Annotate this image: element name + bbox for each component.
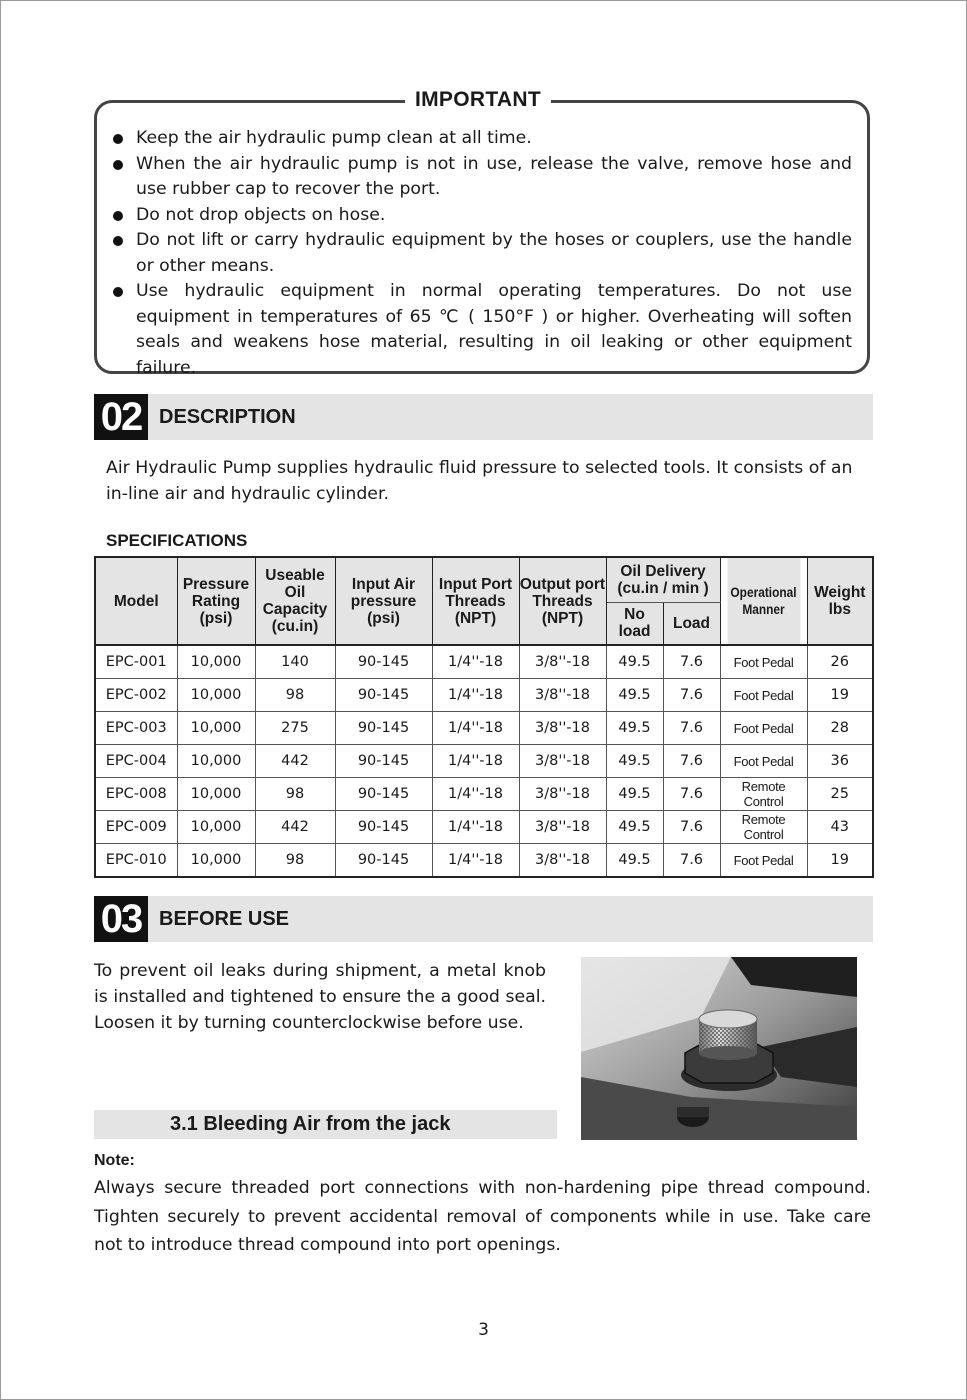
note-text: Always secure threaded port connections with non-hardening pipe thread compound. Tighten securely to prevent accidental removal of components while in use. Take care not to introduce thread compound into port openings. [94, 1178, 871, 1255]
table-cell: Foot Pedal [720, 745, 807, 778]
important-item: Use hydraulic equipment in normal operating temperatures. Do not use equipment in temperatures of 65 ℃ ( 150°F ) or higher. Overheating will soften seals and weakens hose material, resulting in oil leaking or other equipment failure. [110, 279, 852, 381]
table-cell: 1/4''-18 [432, 844, 519, 878]
before-use-header [94, 896, 873, 942]
table-cell: 90-145 [335, 645, 432, 679]
table-cell: 1/4''-18 [432, 745, 519, 778]
important-item: When the air hydraulic pump is not in use, release the valve, remove hose and use rubber cap to recover the port. [110, 152, 852, 203]
table-cell: 7.6 [663, 745, 720, 778]
table-cell: 10,000 [177, 645, 255, 679]
table-cell: 90-145 [335, 844, 432, 878]
header-input-port: Input Port Threads (NPT) [432, 557, 519, 645]
table-cell: 7.6 [663, 778, 720, 811]
table-cell: 7.6 [663, 712, 720, 745]
table-cell: 90-145 [335, 679, 432, 712]
table-row [95, 712, 873, 745]
header-operational-manner: Operational Manner [727, 557, 801, 645]
header-load: Load [663, 602, 720, 645]
table-cell: 3/8''-18 [519, 645, 606, 679]
table-cell: 442 [255, 811, 335, 844]
table-cell: 10,000 [177, 745, 255, 778]
table-cell: 90-145 [335, 712, 432, 745]
table-cell: 3/8''-18 [519, 811, 606, 844]
table-cell: 1/4''-18 [432, 679, 519, 712]
section-number: 03 [94, 896, 148, 942]
table-cell: 275 [255, 712, 335, 745]
page-number: 3 [478, 1320, 489, 1340]
table-cell: 90-145 [335, 811, 432, 844]
table-cell: 49.5 [606, 811, 663, 844]
table-cell: Remote Control [720, 778, 807, 811]
table-cell: 10,000 [177, 844, 255, 878]
table-cell: 19 [807, 679, 873, 712]
table-cell: 49.5 [606, 645, 663, 679]
table-cell: Remote Control [720, 811, 807, 844]
table-cell: 140 [255, 645, 335, 679]
note-label: Note: [94, 1152, 135, 1169]
header-input-air: Input Air pressure (psi) [335, 557, 432, 645]
table-cell: 10,000 [177, 811, 255, 844]
table-cell: 3/8''-18 [519, 745, 606, 778]
table-cell: 442 [255, 745, 335, 778]
section-title: DESCRIPTION [159, 406, 296, 428]
header-model: Model [95, 557, 177, 645]
important-item: Do not lift or carry hydraulic equipment by the hoses or couplers, use the handle or other means. [110, 228, 852, 279]
table-cell: 1/4''-18 [432, 778, 519, 811]
table-cell: 25 [807, 778, 873, 811]
table-row [95, 844, 873, 878]
header-pressure: Pressure Rating (psi) [177, 557, 255, 645]
table-cell: 7.6 [663, 679, 720, 712]
table-cell: EPC-010 [95, 844, 177, 878]
important-title: IMPORTANT [405, 88, 551, 112]
important-item: Do not drop objects on hose. [110, 203, 852, 229]
table-cell: EPC-001 [95, 645, 177, 679]
header-no-load: No load [606, 602, 663, 645]
description-header [94, 394, 873, 440]
table-cell: 3/8''-18 [519, 844, 606, 878]
table-cell: 98 [255, 778, 335, 811]
header-weight: Weight lbs [807, 557, 873, 645]
table-row [95, 645, 873, 679]
important-list [110, 126, 852, 381]
table-cell: 1/4''-18 [432, 712, 519, 745]
specifications-body [95, 645, 873, 877]
header-output-port: Output port Threads (NPT) [519, 557, 606, 645]
table-cell: 26 [807, 645, 873, 679]
table-cell: 3/8''-18 [519, 778, 606, 811]
table-cell: Foot Pedal [720, 645, 807, 679]
table-cell: EPC-008 [95, 778, 177, 811]
table-cell: EPC-004 [95, 745, 177, 778]
table-row [95, 679, 873, 712]
table-cell: Foot Pedal [720, 844, 807, 878]
bleeding-title: 3.1 Bleeding Air from the jack [170, 1113, 451, 1135]
important-item: Keep the air hydraulic pump clean at all time. [110, 126, 852, 152]
table-cell: EPC-009 [95, 811, 177, 844]
specifications-title: SPECIFICATIONS [106, 531, 248, 550]
table-cell: 3/8''-18 [519, 679, 606, 712]
table-cell: 49.5 [606, 679, 663, 712]
metal-knob-photo [581, 957, 857, 1140]
table-cell: 10,000 [177, 778, 255, 811]
table-cell: 98 [255, 844, 335, 878]
bleeding-header [94, 1110, 557, 1139]
header-capacity: Useable Oil Capacity (cu.in) [255, 557, 335, 645]
table-cell: 49.5 [606, 778, 663, 811]
table-cell: 49.5 [606, 712, 663, 745]
table-cell: 10,000 [177, 679, 255, 712]
section-title: BEFORE USE [159, 908, 290, 930]
table-cell: 49.5 [606, 844, 663, 878]
section-number: 02 [94, 394, 148, 440]
before-use-text: To prevent oil leaks during shipment, a metal knob is installed and tightened to ensure the a good seal. Loosen it by turning counterclockwise before use. [94, 961, 546, 1033]
table-cell: 98 [255, 679, 335, 712]
table-cell: 90-145 [335, 745, 432, 778]
table-cell: 7.6 [663, 811, 720, 844]
table-cell: 19 [807, 844, 873, 878]
table-cell: Foot Pedal [720, 679, 807, 712]
table-row [95, 778, 873, 811]
table-cell: EPC-002 [95, 679, 177, 712]
table-cell: 90-145 [335, 778, 432, 811]
specifications-table [94, 556, 874, 878]
table-cell: 10,000 [177, 712, 255, 745]
header-oil-delivery: Oil Delivery (cu.in / min ) [606, 557, 720, 602]
table-cell: 7.6 [663, 844, 720, 878]
table-cell: 49.5 [606, 745, 663, 778]
table-cell: 1/4''-18 [432, 645, 519, 679]
table-row [95, 811, 873, 844]
table-cell: Foot Pedal [720, 712, 807, 745]
table-row [95, 745, 873, 778]
description-text: Air Hydraulic Pump supplies hydraulic fluid pressure to selected tools. It consists of an in-line air and hydraulic cylinder. [106, 458, 853, 504]
table-cell: 1/4''-18 [432, 811, 519, 844]
table-cell: 43 [807, 811, 873, 844]
table-cell: 36 [807, 745, 873, 778]
table-cell: 3/8''-18 [519, 712, 606, 745]
table-cell: 28 [807, 712, 873, 745]
table-cell: 7.6 [663, 645, 720, 679]
table-cell: EPC-003 [95, 712, 177, 745]
